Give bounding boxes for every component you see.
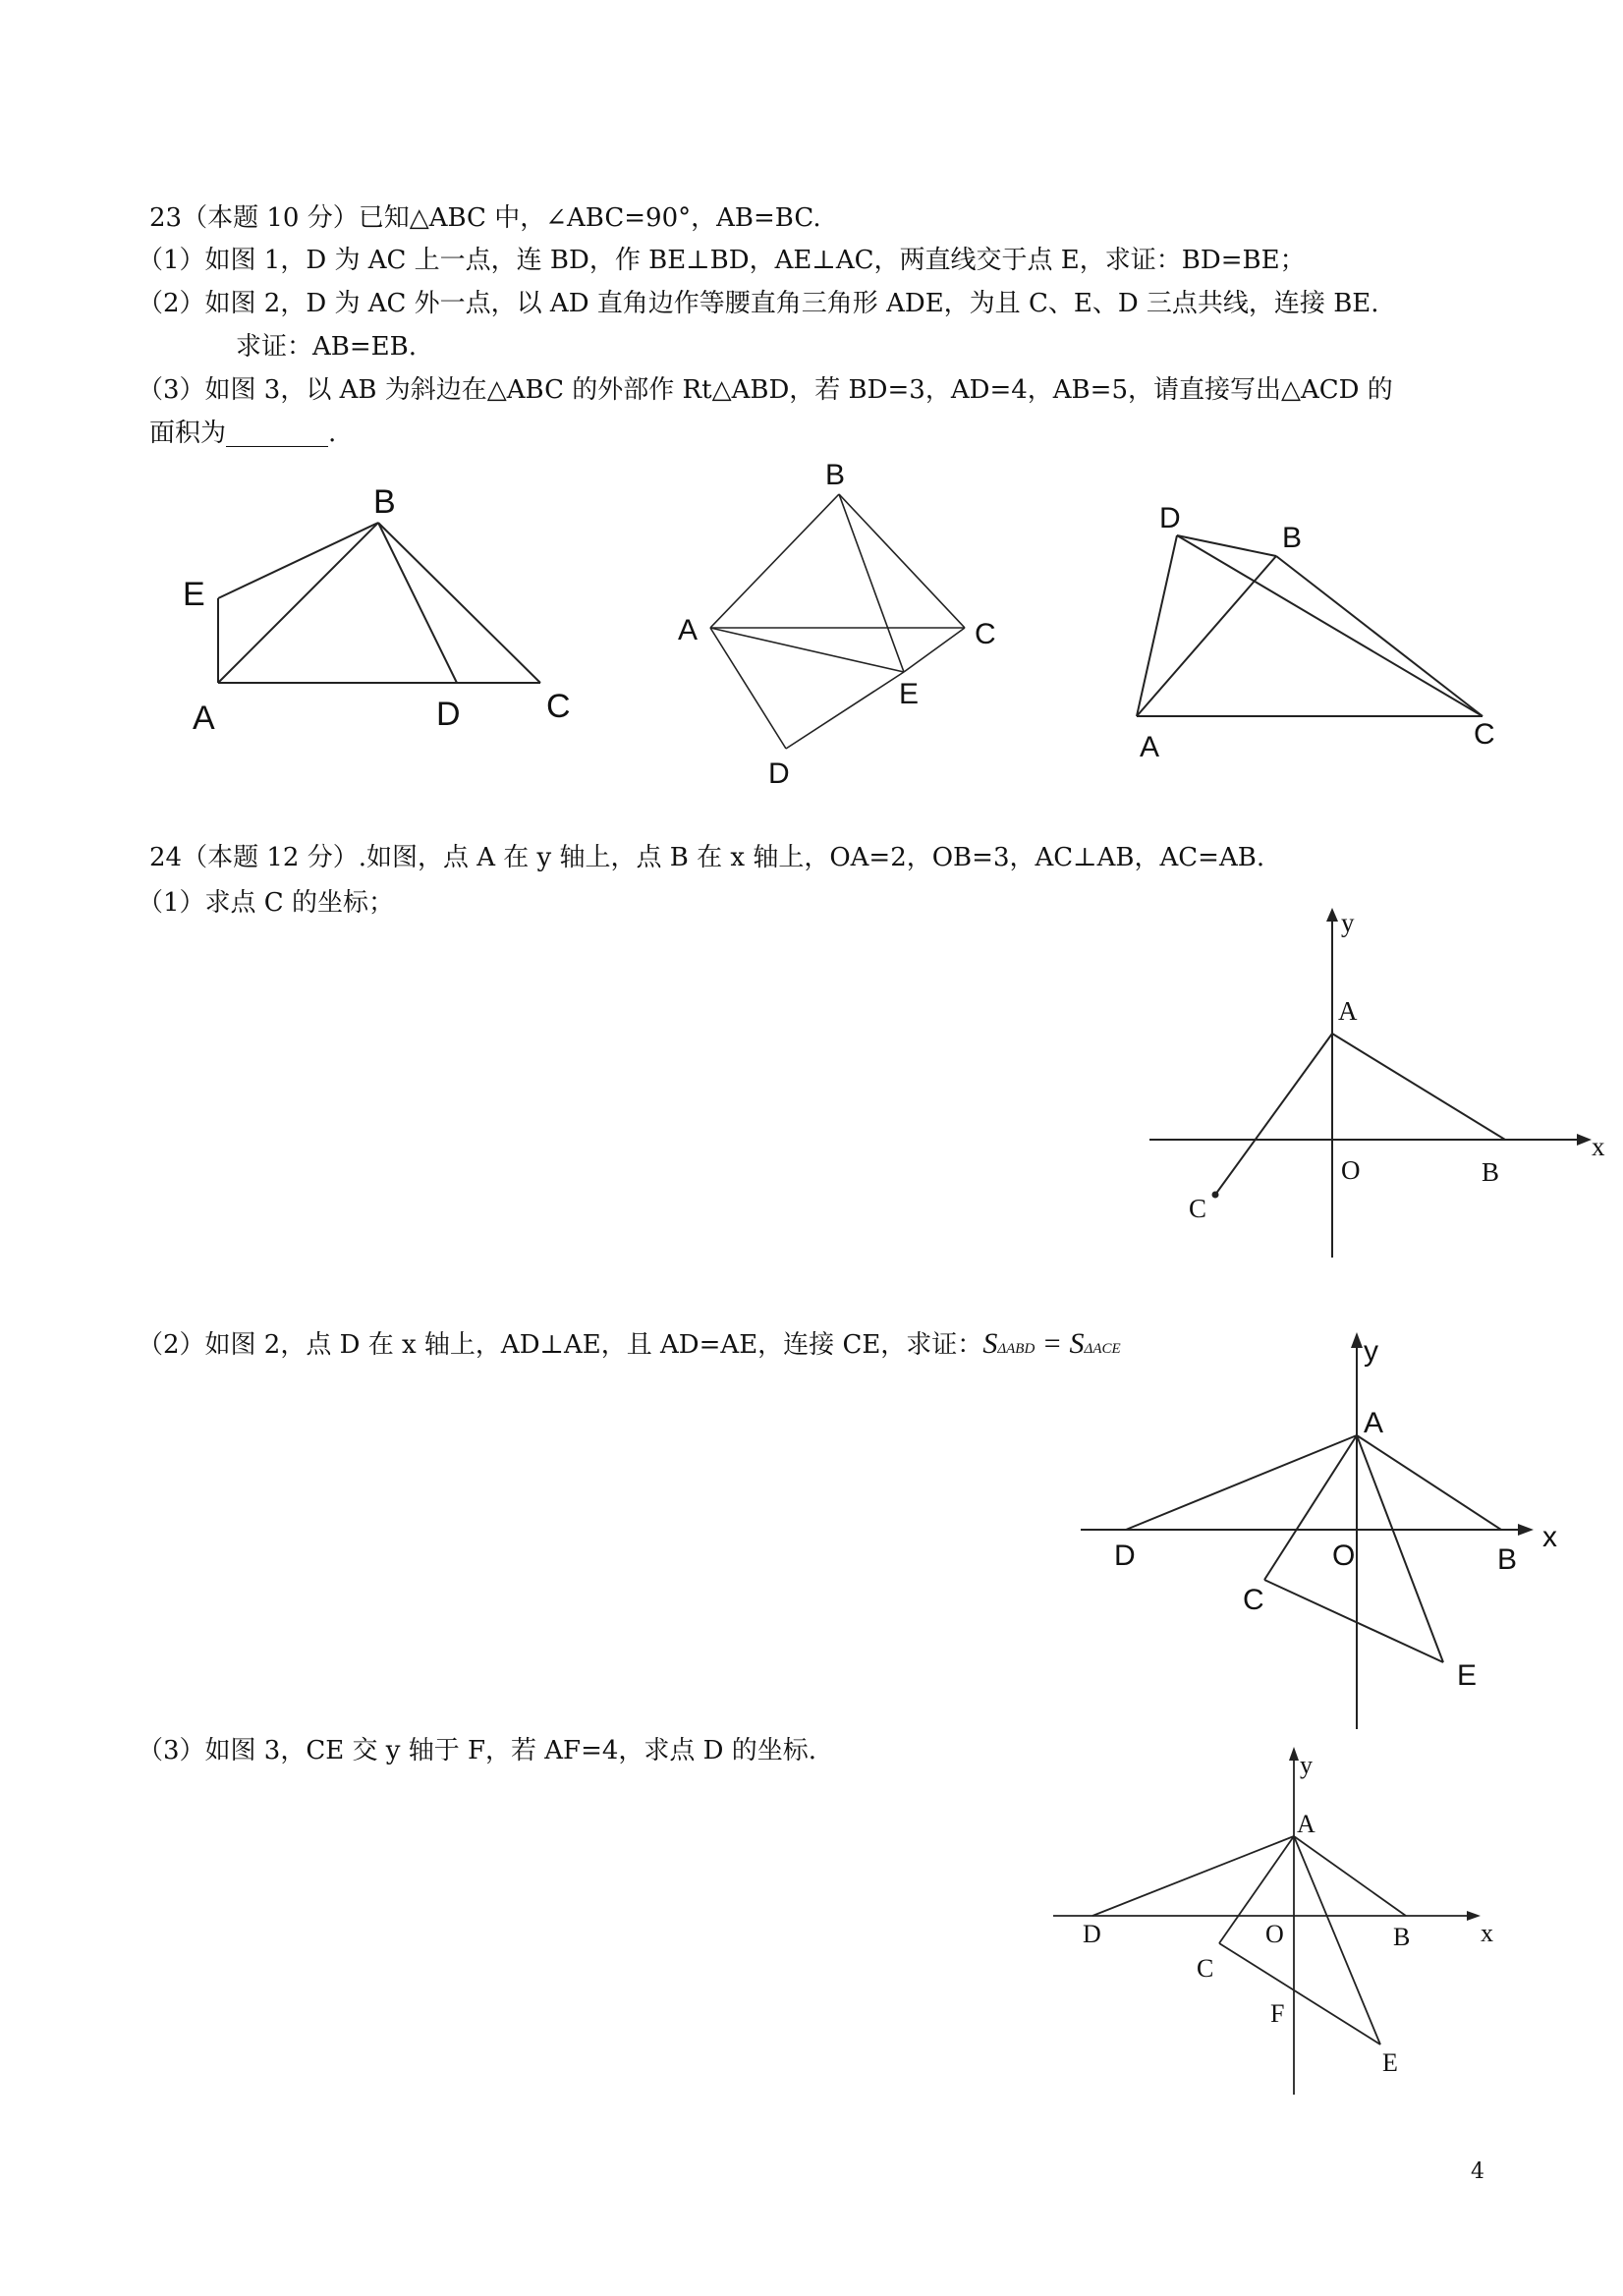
figure-23-1 [177, 472, 609, 747]
fig23-2-label-e: E [899, 678, 920, 710]
fig24-2-label-d: D [1114, 1540, 1136, 1572]
q24-title: 24（本题 12 分）.如图，点 A 在 y 轴上，点 B 在 x 轴上，OA=2，OB=3，AC⊥AB，AC=AB. [149, 843, 1265, 872]
fig23-1-label-d: D [436, 696, 461, 733]
fig24-3-label-o: O [1265, 1920, 1284, 1948]
q23-part1: （1）如图 1，D 为 AC 上一点，连 BD，作 BE⊥BD，AE⊥AC，两直线交于点 E，求证：BD=BE； [138, 246, 1306, 275]
fig24-1-label-c: C [1189, 1194, 1207, 1223]
fig24-2-label-x: x [1542, 1521, 1557, 1553]
fig23-2-label-c: C [975, 618, 996, 650]
fig24-2-label-b: B [1497, 1543, 1518, 1576]
page-number: 4 [1471, 2159, 1484, 2184]
fig23-1-label-c: C [546, 688, 571, 725]
q24-part2-text: （2）如图 2，点 D 在 x 轴上，AD⊥AE，且 AD=AE，连接 CE，求证： [138, 1330, 983, 1360]
figure-24-3 [1051, 1741, 1513, 2104]
q23-part3-answer: 面积为________. [149, 419, 337, 448]
figure-23-2 [668, 447, 1022, 801]
fig24-3-label-c: C [1197, 1954, 1214, 1983]
fig24-1-label-y: y [1341, 908, 1355, 937]
fig24-2-label-e: E [1457, 1659, 1478, 1692]
fig24-1-label-o: O [1341, 1155, 1361, 1185]
fig24-3-label-x: x [1481, 1919, 1493, 1947]
q24-part2 [138, 1328, 1121, 1365]
q24-formula-s1: S [982, 1327, 998, 1360]
q24-formula-eq: = S [1035, 1327, 1085, 1360]
fig23-3-label-d: D [1159, 502, 1181, 534]
q23-title: 23（本题 10 分）已知△ABC 中，∠ABC=90°，AB=BC. [149, 203, 821, 233]
fig24-3-label-f: F [1270, 1999, 1285, 2028]
q23-part2-proof: 求证：AB=EB. [236, 332, 418, 362]
fig23-3-label-a: A [1140, 731, 1160, 763]
fig24-3-label-e: E [1382, 2048, 1398, 2077]
figure-24-1 [1140, 904, 1605, 1267]
q24-part3: （3）如图 3，CE 交 y 轴于 F，若 AF=4，求点 D 的坐标. [138, 1736, 817, 1765]
fig24-1-label-b: B [1482, 1157, 1500, 1187]
fig23-1-label-b: B [373, 483, 396, 521]
fig23-3-label-b: B [1282, 522, 1303, 554]
fig24-3-label-d: D [1083, 1920, 1101, 1948]
fig24-3-label-y: y [1300, 1751, 1313, 1779]
q23-part2: （2）如图 2，D 为 AC 外一点，以 AD 直角边作等腰直角三角形 ADE，为且 C、E、D 三点共线，连接 BE. [138, 289, 1379, 318]
figure-23-3 [1120, 491, 1533, 776]
fig24-1-label-a: A [1338, 996, 1358, 1026]
q23-part3: （3）如图 3，以 AB 为斜边在△ABC 的外部作 Rt△ABD，若 BD=3，AD=4，AB=5，请直接写出△ACD 的 [138, 375, 1393, 405]
figure-24-2 [1071, 1326, 1601, 1739]
fig24-1-label-x: x [1592, 1132, 1605, 1161]
fig24-2-label-y: y [1364, 1335, 1378, 1368]
fig24-3-label-a: A [1297, 1810, 1315, 1838]
fig23-1-label-e: E [183, 576, 205, 613]
q24-formula-sub2: ΔACE [1084, 1341, 1121, 1357]
fig24-2-label-c: C [1243, 1584, 1264, 1616]
fig23-1-label-a: A [193, 700, 215, 737]
fig24-2-label-a: A [1364, 1407, 1384, 1439]
fig24-3-label-b: B [1393, 1923, 1411, 1951]
fig23-2-label-d: D [768, 757, 790, 790]
fig24-2-label-o: O [1332, 1540, 1356, 1572]
fig23-3-label-c: C [1474, 718, 1495, 751]
q24-formula-sub1: ΔABD [997, 1341, 1035, 1357]
fig23-2-label-a: A [678, 614, 699, 646]
fig23-2-label-b: B [825, 459, 846, 491]
q24-part1: （1）求点 C 的坐标； [138, 888, 394, 918]
